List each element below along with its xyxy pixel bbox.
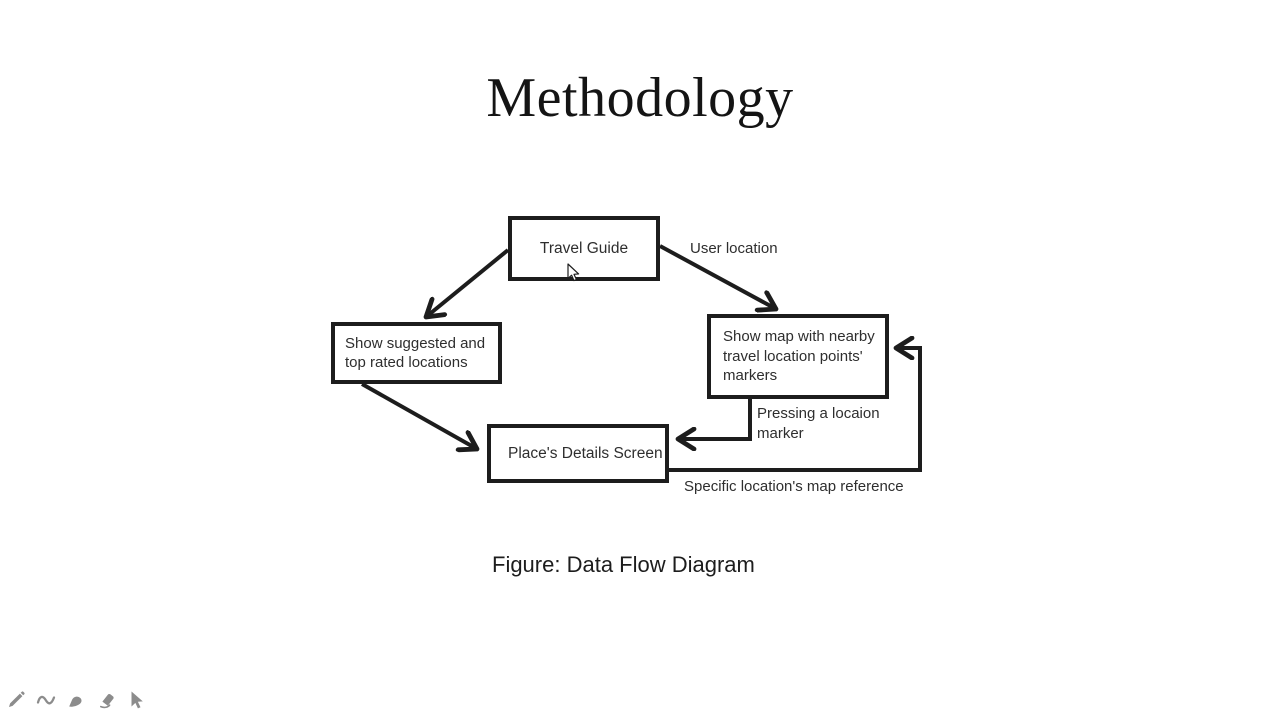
- edge-label-pressing-marker: Pressing a locaion marker: [757, 405, 880, 442]
- figure-caption: Figure: Data Flow Diagram: [492, 552, 755, 577]
- node-show-suggested: [331, 322, 502, 384]
- node-show-map-label: Show map with nearby travel location points' markers: [723, 328, 875, 385]
- edge-travel-to-suggested: [426, 250, 508, 317]
- cursor-icon[interactable]: [125, 689, 147, 711]
- annotation-toolbar: [5, 689, 147, 711]
- edge-label-user-location: User location: [690, 240, 778, 257]
- node-show-suggested-label: Show suggested and top rated locations: [345, 334, 486, 371]
- edge-map-to-details: [678, 399, 750, 439]
- pen-icon[interactable]: [5, 689, 27, 711]
- page-title: Methodology: [486, 67, 794, 129]
- node-place-details: [487, 424, 669, 483]
- edge-label-map-reference: Specific location's map reference: [684, 478, 904, 495]
- node-place-details-label: Place's Details Screen: [508, 444, 663, 462]
- edge-suggested-to-details: [362, 384, 477, 449]
- highlighter-icon[interactable]: [65, 689, 87, 711]
- eraser-icon[interactable]: [95, 689, 117, 711]
- node-travel-guide-label: Travel Guide: [539, 239, 629, 257]
- node-show-map: [707, 314, 889, 399]
- scribble-icon[interactable]: [35, 689, 57, 711]
- mouse-cursor: [566, 263, 580, 283]
- node-travel-guide: [508, 216, 660, 281]
